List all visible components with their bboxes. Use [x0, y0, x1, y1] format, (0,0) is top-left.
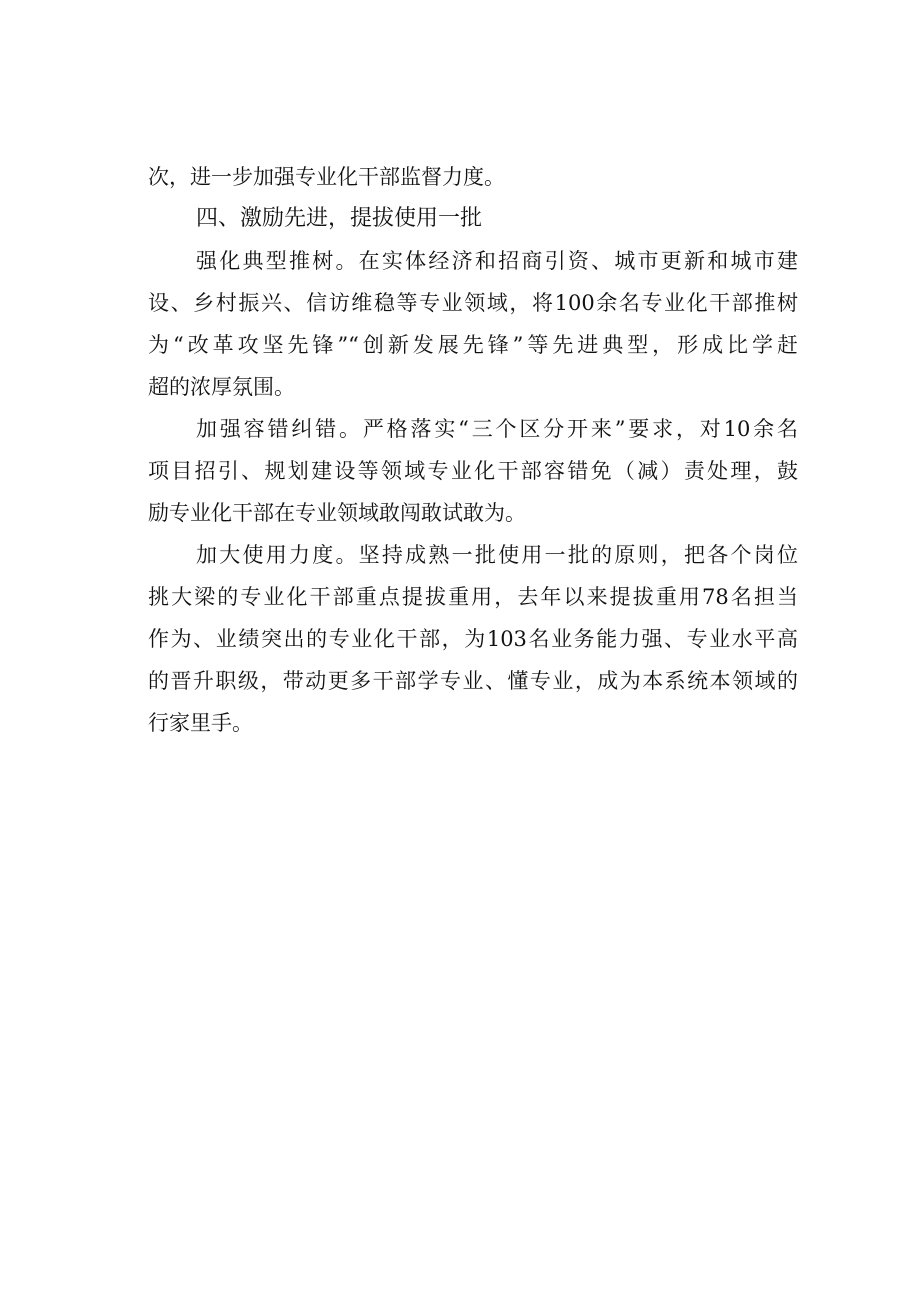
paragraph-line: 行家里手。 [148, 711, 253, 735]
paragraph-line: 挑大梁的专业化干部重点提拔重用，去年以来提拔重用78名担当 [148, 585, 798, 609]
paragraph-line: 强化典型推树。在实体经济和招商引资、城市更新和城市建 [196, 249, 798, 273]
paragraph-line: 项目招引、规划建设等领域专业化干部容错免（减）责处理，鼓 [148, 459, 798, 483]
paragraph-line: 作为、业绩突出的专业化干部，为103名业务能力强、专业水平高 [148, 627, 798, 651]
paragraph-line: 设、乡村振兴、信访维稳等专业领域，将100余名专业化干部推树 [148, 291, 798, 315]
document-page [148, 156, 798, 744]
paragraph-line: 加强容错纠错。严格落实“三个区分开来”要求，对10余名 [196, 417, 798, 441]
paragraph-line: 加大使用力度。坚持成熟一批使用一批的原则，把各个岗位 [196, 543, 798, 567]
paragraph-line: 为“改革攻坚先锋”“创新发展先锋”等先进典型，形成比学赶 [148, 333, 798, 357]
section-heading: 四、激励先进，提拔使用一批 [196, 206, 483, 231]
paragraph-line: 励专业化干部在专业领域敢闯敢试敢为。 [148, 501, 526, 525]
paragraph-line: 次，进一步加强专业化干部监督力度。 [148, 165, 505, 189]
paragraph-line: 超的浓厚氛围。 [148, 375, 295, 399]
paragraph-line: 的晋升职级，带动更多干部学专业、懂专业，成为本系统本领域的 [148, 669, 798, 693]
